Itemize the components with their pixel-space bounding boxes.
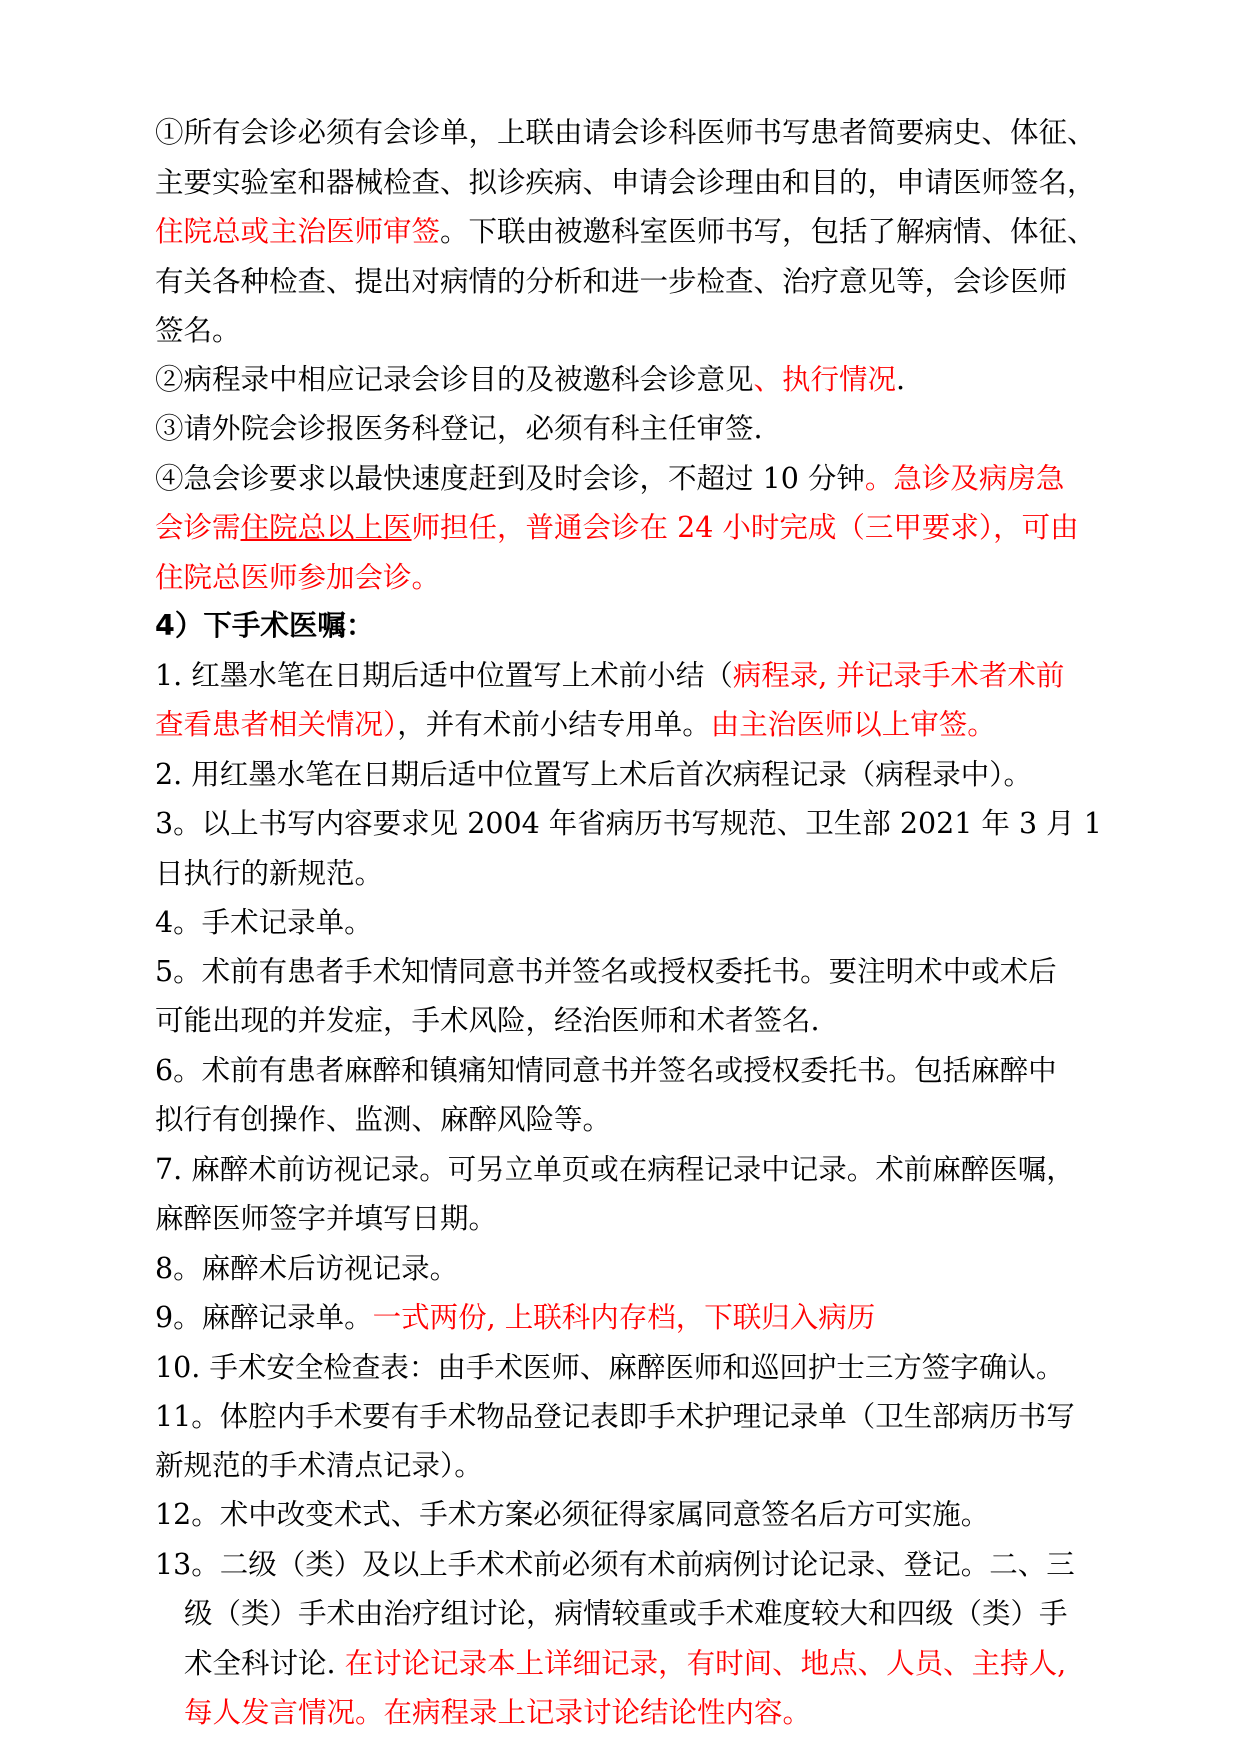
surgery-item13-line1: 13。二级（类）及以上手术术前必须有术前病例讨论记录、登记。二、三 xyxy=(155,1548,1075,1582)
consult-item4-line2 xyxy=(155,508,1079,548)
body-text: ②病程录中相应记录会诊目的及被邀科会诊意见 xyxy=(155,363,754,397)
surgery-item13-line2: 级（类）手术由治疗组讨论，病情较重或手术难度较大和四级（类）手 xyxy=(184,1597,1068,1631)
surgery-item5-line1: 5。术前有患者手术知情同意书并签名或授权委托书。要注明术中或术后 xyxy=(155,955,1057,989)
consult-item1-line4: 有关各种检查、提出对病情的分析和进一步检查、治疗意见等，会诊医师 xyxy=(155,264,1068,298)
surgery-item4: 4。手术记录单。 xyxy=(155,905,373,939)
consult-item1-line3 xyxy=(155,212,1096,252)
surgery-item7-line2: 麻醉医师签字并填写日期。 xyxy=(155,1201,498,1235)
underlined-text: 住院总以上医 xyxy=(240,511,412,545)
highlight-text: 师担任，普通会诊在 24 小时完成（三甲要求），可由 xyxy=(411,511,1079,545)
highlight-text: 由主治医师以上审签。 xyxy=(710,707,996,741)
surgery-item8: 8。麻醉术后访视记录。 xyxy=(155,1251,459,1285)
highlight-text: 、执行情况 xyxy=(753,363,897,397)
body-text: . xyxy=(896,363,906,397)
highlight-text: 一式两份, 上联科内存档，下联归入病历 xyxy=(372,1300,876,1334)
body-text: 。下联由被邀科室医师书写，包括了解病情、体征、 xyxy=(440,214,1096,248)
body-text: 1. 红墨水笔在日期后适中位置写上术前小结（ xyxy=(155,658,733,692)
consult-item3: ③请外院会诊报医务科登记，必须有科主任审签. xyxy=(155,412,763,446)
consult-item1-line5: 签名。 xyxy=(155,313,241,347)
consult-item4-line1 xyxy=(155,459,1064,499)
highlight-text: 查看患者相关情况） xyxy=(155,707,398,741)
surgery-item12: 12。术中改变术式、手术方案必须征得家属同意签名后方可实施。 xyxy=(155,1498,990,1532)
surgery-item3-line1: 3。以上书写内容要求见 2004 年省病历书写规范、卫生部 2021 年 3 月 1 xyxy=(155,806,1102,840)
highlight-text: 住院总或主治医师审签 xyxy=(155,214,441,248)
body-text: 9。麻醉记录单。 xyxy=(155,1300,373,1334)
surgery-item5-line2: 可能出现的并发症，手术风险，经治医师和术者签名. xyxy=(155,1004,820,1038)
surgery-item1-line1 xyxy=(155,656,1064,696)
surgery-item13-line3 xyxy=(184,1644,1066,1684)
surgery-item6-line1: 6。术前有患者麻醉和镇痛知情同意书并签名或授权委托书。包括麻醉中 xyxy=(155,1054,1057,1088)
section-heading: 4）下手术医嘱： xyxy=(155,609,375,643)
highlight-text: 。急诊及病房急 xyxy=(864,462,1065,496)
consult-item1-line1: ①所有会诊必须有会诊单，上联由请会诊科医师书写患者简要病史、体征、 xyxy=(155,116,1096,149)
highlight-text: 在讨论记录本上详细记录，有时间、地点、人员、主持人, xyxy=(335,1647,1067,1681)
surgery-item7-line1: 7. 麻醉术前访视记录。可另立单页或在病程记录中记录。术前麻醉医嘱， xyxy=(155,1153,1075,1187)
body-text: 术全科讨论. xyxy=(184,1647,336,1681)
surgery-item11-line1: 11。体腔内手术要有手术物品登记表即手术护理记录单（卫生部病历书写 xyxy=(155,1399,1075,1433)
consult-item2 xyxy=(155,360,905,400)
surgery-item13-line4: 每人发言情况。在病程录上记录讨论结论性内容。 xyxy=(184,1696,812,1729)
surgery-item11-line2: 新规范的手术清点记录）。 xyxy=(155,1449,483,1483)
body-text: ④急会诊要求以最快速度赶到及时会诊，不超过 10 分钟 xyxy=(155,462,865,496)
surgery-item3-line2: 日执行的新规范。 xyxy=(155,856,384,890)
highlight-text: 病程录, 并记录手术者术前 xyxy=(732,658,1065,692)
surgery-item2: 2. 用红墨水笔在日期后适中位置写上术后首次病程记录（病程录中）。 xyxy=(155,757,1033,791)
surgery-item9 xyxy=(155,1298,875,1338)
surgery-item1-line2 xyxy=(155,705,996,745)
consult-item4-line3: 住院总医师参加会诊。 xyxy=(155,561,441,595)
consult-item1-line2: 主要实验室和器械检查、拟诊疾病、申请会诊理由和目的，申请医师签名， xyxy=(155,165,1096,199)
highlight-text: 会诊需 xyxy=(155,511,241,545)
body-text: ，并有术前小结专用单。 xyxy=(397,707,711,741)
surgery-item10: 10. 手术安全检查表：由手术医师、麻醉医师和巡回护士三方签字确认。 xyxy=(155,1350,1065,1384)
surgery-item6-line2: 拟行有创操作、监测、麻醉风险等。 xyxy=(155,1103,612,1137)
